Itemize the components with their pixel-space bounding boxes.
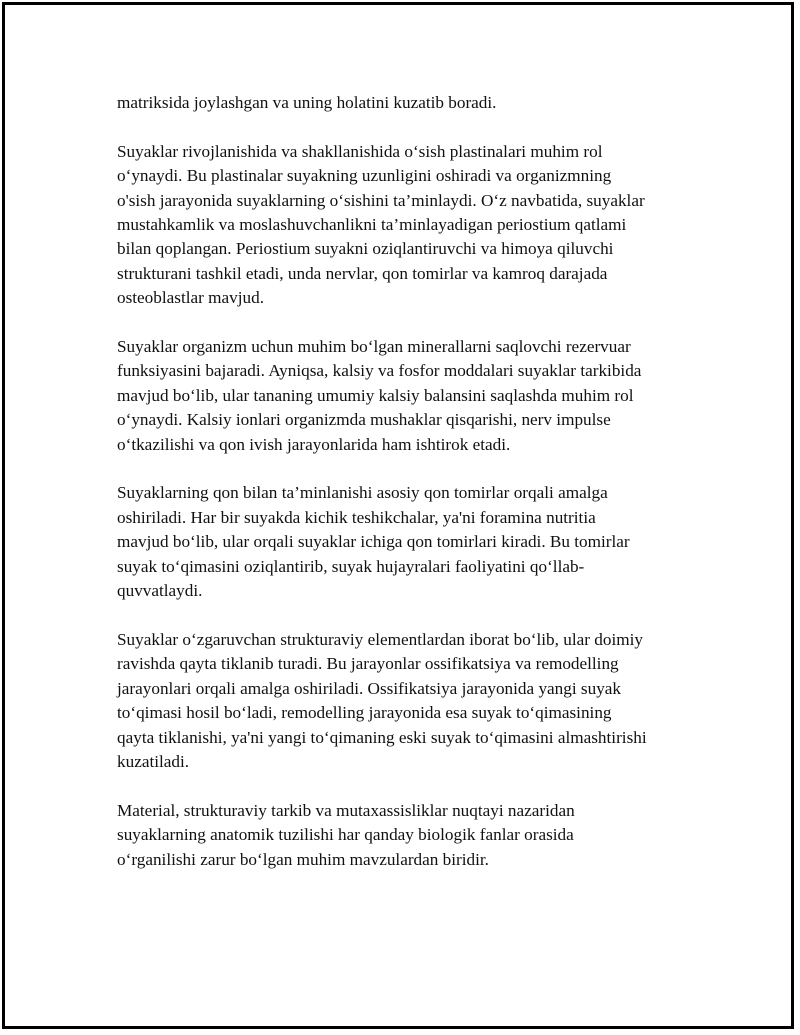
text-line: Suyaklar o‘zgaruvchan strukturaviy elementlardan iborat bo‘lib, ular doimiy	[117, 629, 643, 649]
text-line: o‘ynaydi. Kalsiy ionlari organizmda mushaklar qisqarishi, nerv impulse	[117, 410, 611, 430]
text-line: qayta tiklanishi, ya'ni yangi to‘qimaning eski suyak to‘qimasini almashtirishi	[117, 727, 647, 747]
paragraph	[117, 91, 677, 115]
text-line: mavjud bo‘lib, ular tananing umumiy kalsiy balansini saqlashda muhim rol	[117, 385, 634, 405]
text-line: Material, strukturaviy tarkib va mutaxassisliklar nuqtayi nazaridan	[117, 800, 575, 820]
text-line: suyak to‘qimasini oziqlantirib, suyak hujayralari faoliyatini qo‘llab-	[117, 556, 585, 576]
paragraph	[117, 799, 677, 872]
text-line: oshiriladi. Har bir suyakda kichik teshikchalar, ya'ni foramina nutritia	[117, 507, 596, 527]
paragraph	[117, 481, 677, 603]
paragraph	[117, 140, 677, 311]
text-line: ravishda qayta tiklanib turadi. Bu jarayonlar ossifikatsiya va remodelling	[117, 654, 619, 674]
text-line: suyaklarning anatomik tuzilishi har qanday biologik fanlar orasida	[117, 825, 574, 845]
text-line: to‘qimasi hosil bo‘ladi, remodelling jarayonida esa suyak to‘qimasining	[117, 703, 612, 723]
text-line: mustahkamlik va moslashuvchanlikni ta’minlayadigan periostium qatlami	[117, 215, 627, 235]
text-line: jarayonlari orqali amalga oshiriladi. Ossifikatsiya jarayonida yangi suyak	[117, 678, 622, 698]
text-line: Suyaklarning qon bilan ta’minlanishi asosiy qon tomirlar orqali amalga	[117, 483, 608, 503]
text-line: o'sish jarayonida suyaklarning o‘sishini ta’minlaydi. O‘z navbatida, suyaklar	[117, 190, 645, 210]
text-line: Suyaklar rivojlanishida va shakllanishida o‘sish plastinalari muhim rol	[117, 141, 603, 161]
text-line: Suyaklar organizm uchun muhim bo‘lgan minerallarni saqlovchi rezervuar	[117, 337, 631, 357]
text-line: strukturani tashkil etadi, unda nervlar, qon tomirlar va kamroq darajada	[117, 263, 608, 283]
paragraph	[117, 628, 677, 774]
text-line: mavjud bo‘lib, ular orqali suyaklar ichiga qon tomirlari kiradi. Bu tomirlar	[117, 532, 630, 552]
text-line: o‘ynaydi. Bu plastinalar suyakning uzunligini oshiradi va organizmning	[117, 166, 612, 186]
text-line: o‘rganilishi zarur bo‘lgan muhim mavzulardan biridir.	[117, 849, 489, 869]
text-line: osteoblastlar mavjud.	[117, 288, 265, 308]
text-line: quvvatlaydi.	[117, 581, 203, 601]
text-line: kuzatiladi.	[117, 751, 190, 771]
text-line: funksiyasini bajaradi. Ayniqsa, kalsiy va fosfor moddalari suyaklar tarkibida	[117, 361, 642, 381]
text-line: bilan qoplangan. Periostium suyakni oziqlantiruvchi va himoya qiluvchi	[117, 239, 614, 259]
text-line: o‘tkazilishi va qon ivish jarayonlarida ham ishtirok etadi.	[117, 434, 511, 454]
paragraph	[117, 335, 677, 457]
text-line: matriksida joylashgan va uning holatini kuzatib boradi.	[117, 93, 497, 112]
document-body	[117, 91, 677, 896]
